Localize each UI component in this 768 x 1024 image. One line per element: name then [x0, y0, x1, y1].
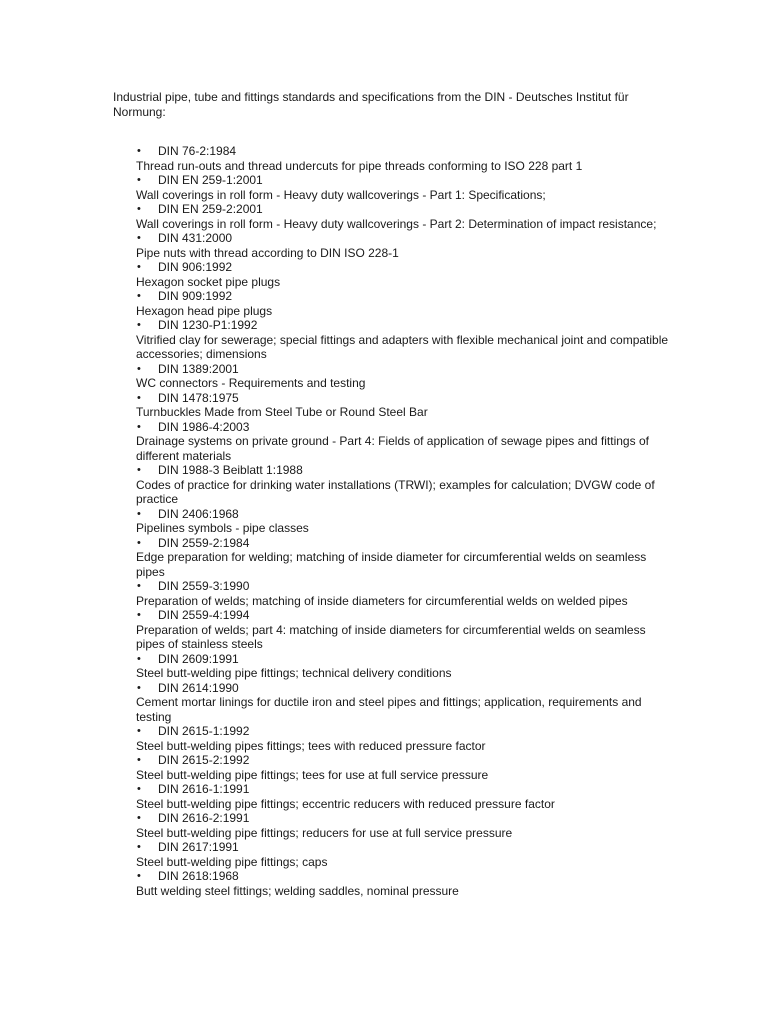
list-item	[136, 681, 673, 725]
standard-code: DIN EN 259-2:2001	[158, 202, 263, 216]
standard-description: Steel butt-welding pipe fittings; tees for use at full service pressure	[136, 767, 489, 782]
standard-code-line	[136, 260, 673, 275]
standard-code: DIN 76-2:1984	[158, 144, 237, 158]
standard-description: Edge preparation for welding; matching of inside diameter for circumferential welds on seamless pipes	[136, 550, 647, 579]
standard-code: DIN 2615-2:1992	[158, 753, 250, 767]
standard-code: DIN 2406:1968	[158, 506, 239, 521]
list-item	[136, 391, 673, 420]
standard-description: Wall coverings in roll form - Heavy duty wallcoverings - Part 1: Specifications;	[136, 187, 546, 202]
standard-description: Steel butt-welding pipe fittings; eccentric reducers with reduced pressure factor	[136, 796, 555, 811]
list-item	[136, 173, 673, 202]
list-item	[136, 507, 673, 536]
standard-code-line	[136, 144, 673, 159]
list-item	[136, 144, 673, 173]
standard-code-line	[136, 753, 673, 768]
bullet-icon: •	[137, 812, 141, 824]
standard-code-line	[136, 463, 673, 478]
standard-code-line	[136, 782, 673, 797]
standard-code: DIN 2559-2:1984	[158, 535, 250, 550]
document-page	[113, 90, 673, 898]
bullet-icon: •	[137, 174, 141, 186]
list-item	[136, 579, 673, 608]
standard-code-line	[136, 608, 673, 623]
standard-code-line	[136, 202, 673, 217]
standard-description: Hexagon head pipe plugs	[136, 303, 273, 318]
list-item	[136, 463, 673, 507]
list-item	[136, 753, 673, 782]
standard-code: DIN 906:1992	[158, 260, 233, 274]
bullet-icon: •	[137, 652, 141, 665]
standard-code-line	[136, 362, 673, 377]
bullet-icon: •	[137, 681, 141, 694]
standard-code: DIN 2616-1:1991	[158, 782, 250, 796]
list-item	[136, 318, 673, 362]
standard-code-line	[136, 724, 673, 739]
standard-description: Butt welding steel fittings; welding saddles, nominal pressure	[136, 883, 459, 898]
standard-code-line	[136, 391, 673, 406]
bullet-icon: •	[137, 319, 141, 331]
bullet-icon: •	[137, 725, 141, 737]
standard-description: Pipe nuts with thread according to DIN ISO 228-1	[136, 245, 399, 260]
standard-code-line	[136, 536, 673, 551]
standard-description: Steel butt-welding pipe fittings; caps	[136, 854, 328, 869]
standard-code: DIN 2609:1991	[158, 651, 239, 666]
standard-description: Steel butt-welding pipe fittings; technical delivery conditions	[136, 666, 452, 680]
standard-code: DIN EN 259-1:2001	[158, 173, 263, 187]
list-item	[136, 840, 673, 869]
intro-paragraph: Industrial pipe, tube and fittings standards and specifications from the DIN - Deutsches Institut für Normung:	[113, 90, 629, 119]
standard-code: DIN 1389:2001	[158, 361, 239, 376]
standard-code-line	[136, 231, 673, 246]
standard-description: Steel butt-welding pipe fittings; reducers for use at full service pressure	[136, 825, 513, 840]
standard-code: DIN 2559-4:1994	[158, 608, 250, 622]
list-item	[136, 536, 673, 580]
standard-code-line	[136, 579, 673, 594]
standard-code: DIN 2616-2:1991	[158, 811, 250, 825]
bullet-icon: •	[137, 841, 141, 853]
standard-description: Codes of practice for drinking water installations (TRWI); examples for calculation; DVGW code of practice	[136, 477, 655, 506]
standard-code-line	[136, 420, 673, 435]
list-item	[136, 782, 673, 811]
standard-code: DIN 1988-3 Beiblatt 1:1988	[158, 463, 303, 477]
bullet-icon: •	[137, 870, 141, 882]
bullet-icon: •	[137, 754, 141, 766]
standard-code: DIN 431:2000	[158, 231, 233, 245]
list-item	[136, 260, 673, 289]
standard-code: DIN 2617:1991	[158, 840, 239, 854]
standard-description: Preparation of welds; matching of inside diameters for circumferential welds on welded pipes	[136, 593, 628, 608]
standard-code: DIN 2614:1990	[158, 680, 239, 695]
standard-code-line	[136, 289, 673, 304]
bullet-icon: •	[137, 261, 141, 273]
standard-code-line	[136, 681, 673, 696]
standard-code-line	[136, 840, 673, 855]
bullet-icon: •	[137, 362, 141, 375]
standard-code-line	[136, 173, 673, 188]
standard-description: Pipelines symbols - pipe classes	[136, 521, 309, 535]
list-item	[136, 289, 673, 318]
list-item	[136, 362, 673, 391]
list-item	[136, 724, 673, 753]
standards-list	[113, 144, 673, 898]
list-item	[136, 202, 673, 231]
standard-description: Steel butt-welding pipes fittings; tees with reduced pressure factor	[136, 738, 486, 753]
standard-code-line	[136, 869, 673, 884]
bullet-icon: •	[137, 391, 141, 404]
standard-description: Cement mortar linings for ductile iron and steel pipes and fittings; application, requirements and testing	[136, 695, 642, 724]
list-item	[136, 420, 673, 464]
standard-code-line	[136, 811, 673, 826]
standard-code: DIN 1230-P1:1992	[158, 318, 258, 332]
bullet-icon: •	[137, 420, 141, 433]
standard-description: Preparation of welds; part 4: matching of inside diameters for circumferential welds on seamless pipes of stainless steels	[136, 622, 646, 651]
standard-description: Turnbuckles Made from Steel Tube or Round Steel Bar	[136, 405, 428, 419]
bullet-icon: •	[137, 609, 141, 621]
bullet-icon: •	[137, 232, 141, 244]
standard-description: Hexagon socket pipe plugs	[136, 274, 281, 289]
standard-code: DIN 1478:1975	[158, 390, 239, 405]
bullet-icon: •	[137, 580, 141, 592]
standard-code: DIN 2559-3:1990	[158, 579, 250, 593]
list-item	[136, 608, 673, 652]
standard-code: DIN 909:1992	[158, 289, 233, 303]
standard-code-line	[136, 507, 673, 522]
standard-code-line	[136, 652, 673, 667]
standard-description: Drainage systems on private ground - Part 4: Fields of application of sewage pipes and fittings of different materials	[136, 434, 649, 463]
list-item	[136, 231, 673, 260]
bullet-icon: •	[137, 783, 141, 795]
standard-code: DIN 2618:1968	[158, 869, 239, 883]
bullet-icon: •	[137, 290, 141, 302]
standard-description: Wall coverings in roll form - Heavy duty wallcoverings - Part 2: Determination of impact resistance;	[136, 216, 657, 231]
bullet-icon: •	[137, 203, 141, 215]
list-item	[136, 811, 673, 840]
standard-description: Thread run-outs and thread undercuts for pipe threads conforming to ISO 228 part 1	[136, 158, 583, 173]
bullet-icon: •	[137, 464, 141, 476]
list-item	[136, 869, 673, 898]
bullet-icon: •	[137, 536, 141, 549]
standard-description: WC connectors - Requirements and testing	[136, 376, 366, 390]
bullet-icon: •	[137, 507, 141, 520]
standard-description: Vitrified clay for sewerage; special fittings and adapters with flexible mechanical joint and compatible accessories; dimensions	[136, 332, 669, 361]
standard-code-line	[136, 318, 673, 333]
standard-code: DIN 2615-1:1992	[158, 724, 250, 738]
list-item	[136, 652, 673, 681]
standard-code: DIN 1986-4:2003	[158, 419, 250, 434]
bullet-icon: •	[137, 145, 141, 157]
